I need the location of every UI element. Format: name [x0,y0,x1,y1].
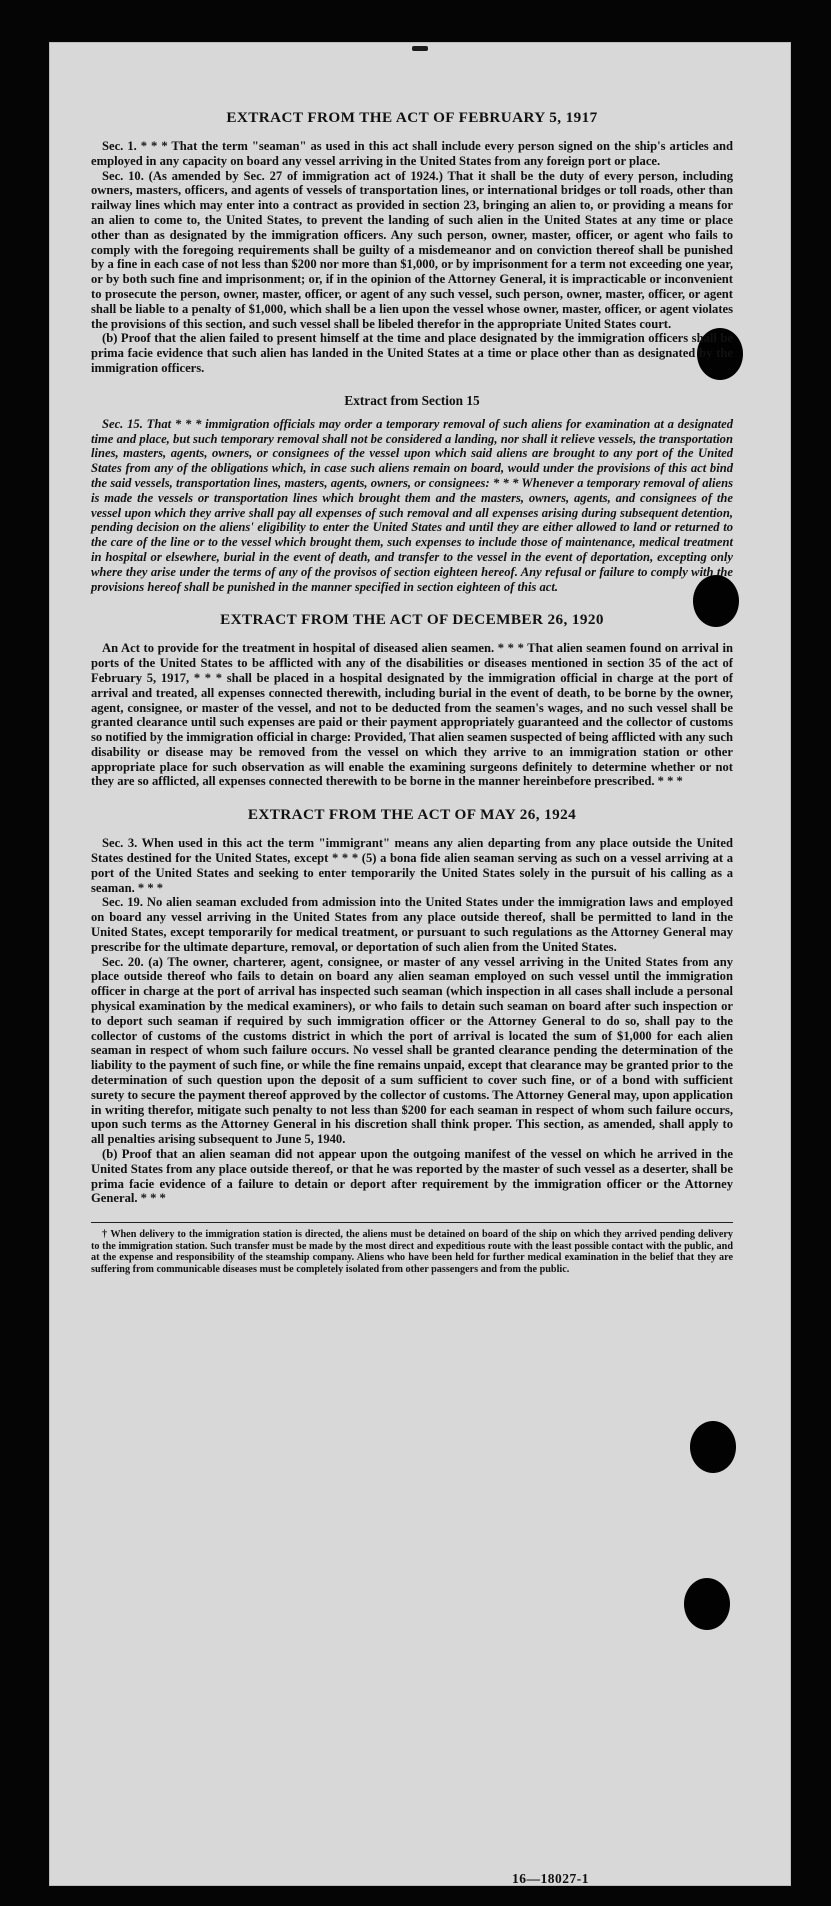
section-extract-15 [91,392,733,595]
paragraph: Sec. 10. (As amended by Sec. 27 of immigration act of 1924.) That it shall be the duty of every person, including owners, masters, officers, and agents of vessels of transportation lines, or international bridges or toll roads, other than railway lines which may enter into a contract as provided in section 23, bringing an alien to, or providing a means for an alien to come to, the United States, to prevent the landing of such alien in the United States at any time or place other than as designated by the immigration officers. Any such person, owner, master, officer, or agent who fails to comply with the foregoing requirements shall be guilty of a misdemeanor and on conviction thereof shall be punished by a fine in each case of not less than $200 nor more than $1,000, or by imprisonment for a term not exceeding one year, or by both such fine and imprisonment; or, if in the opinion of the Attorney General, it is impracticable or inconvenient to prosecute the person, owner, master, officer, or agent of any such vessel, such person, owner, master, officer, or agent shall be liable to a penalty of $1,000, which shall be a lien upon the vessel whose owner, master, officer, or agent violates the provisions of this section, and such vessel shall be libeled therefor in the appropriate United States court. [91,168,733,331]
punch-hole-3 [690,1421,736,1473]
paragraph: Sec. 20. (a) The owner, charterer, agent, consignee, or master of any vessel arriving in the United States from any place outside thereof who fails to detain on board any alien seaman employed on such vessel until the immigration officer in charge at the port of arrival has inspected such seaman (which inspection in all cases shall include a personal physical examination by the medical examiners), or who fails to detain such seaman on board after such inspection or to deport such seaman if required by such immigration officer or the Attorney General to do so, shall pay to the collector of customs of the customs district in which the port of arrival is located the sum of $1,000 for each alien seaman in respect of whom such failure occurs. No vessel shall be granted clearance pending the determination of the liability to the payment of such fine, or while the fine remains unpaid, except that clearance may be granted prior to the determination of such question upon the deposit of a sum sufficient to cover such fine, or of a bond with sufficient surety to secure the payment thereof approved by the collector of customs. The Attorney General may, upon application in writing therefor, mitigate such penalty to not less than $200 for each seaman in respect of whom such failure occurs, upon such terms as the Attorney General in his discretion shall think proper. This section, as amended, shall apply to all penalties arising subsequent to June 5, 1940. [91,954,733,1147]
paragraph: (b) Proof that the alien failed to present himself at the time and place designated by the immigration officers shall be prima facie evidence that such alien has landed in the United States at a time or place other than as designated by the immigration officers. [91,331,733,375]
scan-notch [412,46,428,51]
paragraph: Sec. 19. No alien seaman excluded from admission into the United States under the immigration laws and employed on board any vessel arriving in the United States from any place outside thereof, shall be permitted to land in the United States, except temporarily for medical treatment, or pursuant to such regulations as the Attorney General may prescribe for the ultimate departure, removal, or deportation of such alien from the United States. [91,895,733,954]
paragraph: Sec. 3. When used in this act the term "immigrant" means any alien departing from any place outside the United States destined for the United States, except * * * (5) a bona fide alien seaman serving as such on a vessel arriving at a port of the United States and seeking to enter temporarily the United States solely in the pursuit of his calling as a seaman. * * * [91,836,733,895]
section-act-1917 [91,108,733,376]
footnote-divider [91,1222,733,1223]
section-act-1924 [91,805,733,1206]
paragraph: Sec. 15. That * * * immigration officials may order a temporary removal of such aliens for examination at a designated time and place, but such temporary removal shall not be considered a landing, nor shall it relieve vessels, the transportation lines, masters, agents, owners, or consignees of the vessel upon which said aliens are brought to any port of the United States from any of the obligations which, in case such aliens remain on board, would under the provisions of this act bind the said vessels, transportation lines, masters, agents, owners, or consignees: * * * Whenever a temporary removal of aliens is made the vessels or transportation lines which brought them and the masters, owners, agents, and consignees of the vessel upon which they arrive shall pay all expenses of such removal and all expenses arising during subsequent detention, pending decision on the aliens' eligibility to enter the United States and until they are either allowed to land or returned to the care of the line or to the vessel which brought them, such expenses to include those of maintenance, medical treatment in hospital or elsewhere, burial in the event of death, and transfer to the vessel in the event of deportation, excepting only where they arise under the terms of any of the provisos of section eighteen hereof. Any refusal or failure to comply with the provisions hereof shall be punished in the manner specified in section eighteen of this act. [91,416,733,594]
paragraph: Sec. 1. * * * That the term "seaman" as used in this act shall include every person signed on the ship's articles and employed in any capacity on board any vessel arriving in the United States from any foreign port or place. [91,139,733,168]
document-body [91,108,733,1276]
punch-hole-4 [684,1578,730,1630]
paragraph: An Act to provide for the treatment in hospital of diseased alien seamen. * * * That alien seamen found on arrival in ports of the United States to be afflicted with any of the disabilities or diseases mentioned in section 35 of the act of February 5, 1917, * * * shall be placed in a hospital designated by the immigration official in charge at the port of arrival and treated, all expenses connected therewith, including burial in the event of death, to be borne by the owner, agent, consignee, or master of the vessel, and not to be deducted from the seamen's wages, and no such vessel shall be granted clearance until such expenses are paid or their payment appropriately guaranteed and the collector of customs so notified by the immigration official in charge: Provided, That alien seamen suspected of being afflicted with any such disability or disease may be removed from the vessel on which they arrive to an immigration station or other appropriate place for such observation as will enable the examining surgeons definitely to determine whether or not they are so afflicted, all expenses connected therewith to be borne in the manner hereinbefore prescribed. * * * [91,641,733,789]
paragraph: (b) Proof that an alien seaman did not appear upon the outgoing manifest of the vessel on which he arrived in the United States from any place outside thereof, or that he was reported by the master of such vessel as a deserter, shall be prima facie evidence of a failure to detain or deport after requirement by the immigration officer or the Attorney General. * * * [91,1147,733,1206]
section-heading: EXTRACT FROM THE ACT OF MAY 26, 1924 [247,806,577,824]
section-heading: EXTRACT FROM THE ACT OF DECEMBER 26, 1920 [220,611,604,629]
footnote: † When delivery to the immigration station is directed, the aliens must be detained on board of the ship on which they arrived pending delivery to the immigration station. Such transfer must be made by the most direct and expeditious route with the least possible contact with the public, and at the expense and responsibility of the steamship company. Aliens who have been held for further medical examination in the belief that they are suffering from communicable diseases must be completely isolated from other passengers and from the public. [91,1229,733,1275]
section-act-1920 [91,610,733,789]
section-heading: EXTRACT FROM THE ACT OF FEBRUARY 5, 1917 [226,109,598,126]
form-number: 16—18027-1 [512,1871,589,1886]
section-subheading: Extract from Section 15 [344,392,480,408]
